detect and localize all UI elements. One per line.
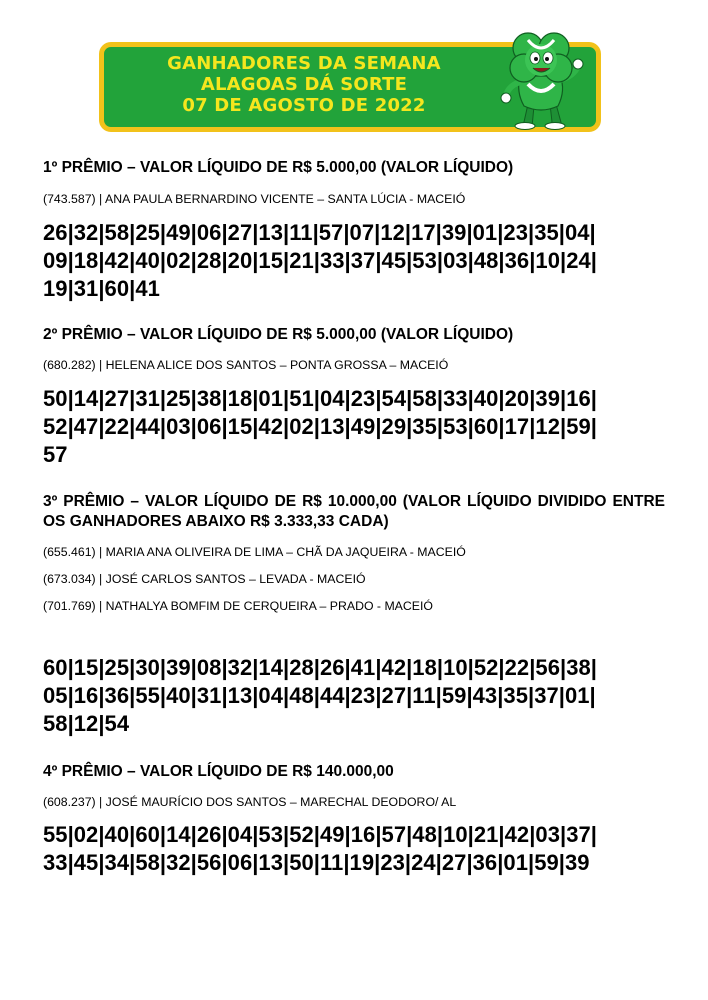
banner-line-1: GANHADORES DA SEMANA <box>167 53 441 74</box>
number-line: 52|47|22|44|03|06|15|42|02|13|49|29|35|53|60|17|12|59| <box>43 414 597 439</box>
number-line: 60|15|25|30|39|08|32|14|28|26|41|42|18|10|52|22|56|38| <box>43 655 597 680</box>
prize-1-numbers <box>43 219 673 303</box>
prize-3-winner-3: (701.769) | NATHALYA BOMFIM DE CERQUEIRA – PRADO - MACEIÓ <box>43 599 433 613</box>
prize-4-winner: (608.237) | JOSÉ MAURÍCIO DOS SANTOS – MARECHAL DEODORO/ AL <box>43 795 457 809</box>
prize-1-title: 1º PRÊMIO – VALOR LÍQUIDO DE R$ 5.000,00 (VALOR LÍQUIDO) <box>43 159 514 176</box>
number-line: 33|45|34|58|32|56|06|13|50|11|19|23|24|27|36|01|59|39 <box>43 850 590 875</box>
clover-mascot-icon <box>498 26 584 130</box>
number-line: 58|12|54 <box>43 711 130 736</box>
number-line: 26|32|58|25|49|06|27|13|11|57|07|12|17|39|01|23|35|04| <box>43 220 596 245</box>
number-line: 19|31|60|41 <box>43 276 160 301</box>
banner-line-3: 07 DE AGOSTO DE 2022 <box>182 95 426 116</box>
prize-2-winner: (680.282) | HELENA ALICE DOS SANTOS – PONTA GROSSA – MACEIÓ <box>43 358 449 372</box>
prize-3-numbers <box>43 654 673 738</box>
prize-3-winner-1: (655.461) | MARIA ANA OLIVEIRA DE LIMA – CHÃ DA JAQUEIRA - MACEIÓ <box>43 545 466 559</box>
prize-4-title: 4º PRÊMIO – VALOR LÍQUIDO DE R$ 140.000,00 <box>43 763 394 780</box>
banner-line-2: ALAGOAS DÁ SORTE <box>200 74 408 95</box>
number-line: 50|14|27|31|25|38|18|01|51|04|23|54|58|33|40|20|39|16| <box>43 386 597 411</box>
number-line: 05|16|36|55|40|31|13|04|48|44|23|27|11|59|43|35|37|01| <box>43 683 596 708</box>
banner-title <box>104 53 504 116</box>
number-line: 57 <box>43 442 68 467</box>
prize-3-winner-2: (673.034) | JOSÉ CARLOS SANTOS – LEVADA - MACEIÓ <box>43 572 366 586</box>
prize-3-title: 3º PRÊMIO – VALOR LÍQUIDO DE R$ 10.000,00 (VALOR LÍQUIDO DIVIDIDO ENTRE OS GANHADORES ABAIXO R$ 3.333,33 CADA) <box>43 493 665 530</box>
prize-4-numbers <box>43 821 673 877</box>
number-line: 55|02|40|60|14|26|04|53|52|49|16|57|48|10|21|42|03|37| <box>43 822 597 847</box>
prize-2-title: 2º PRÊMIO – VALOR LÍQUIDO DE R$ 5.000,00 (VALOR LÍQUIDO) <box>43 326 514 343</box>
number-line: 09|18|42|40|02|28|20|15|21|33|37|45|53|03|48|36|10|24| <box>43 248 597 273</box>
prize-2-numbers <box>43 385 673 469</box>
prize-1-winner: (743.587) | ANA PAULA BERNARDINO VICENTE – SANTA LÚCIA - MACEIÓ <box>43 192 466 206</box>
